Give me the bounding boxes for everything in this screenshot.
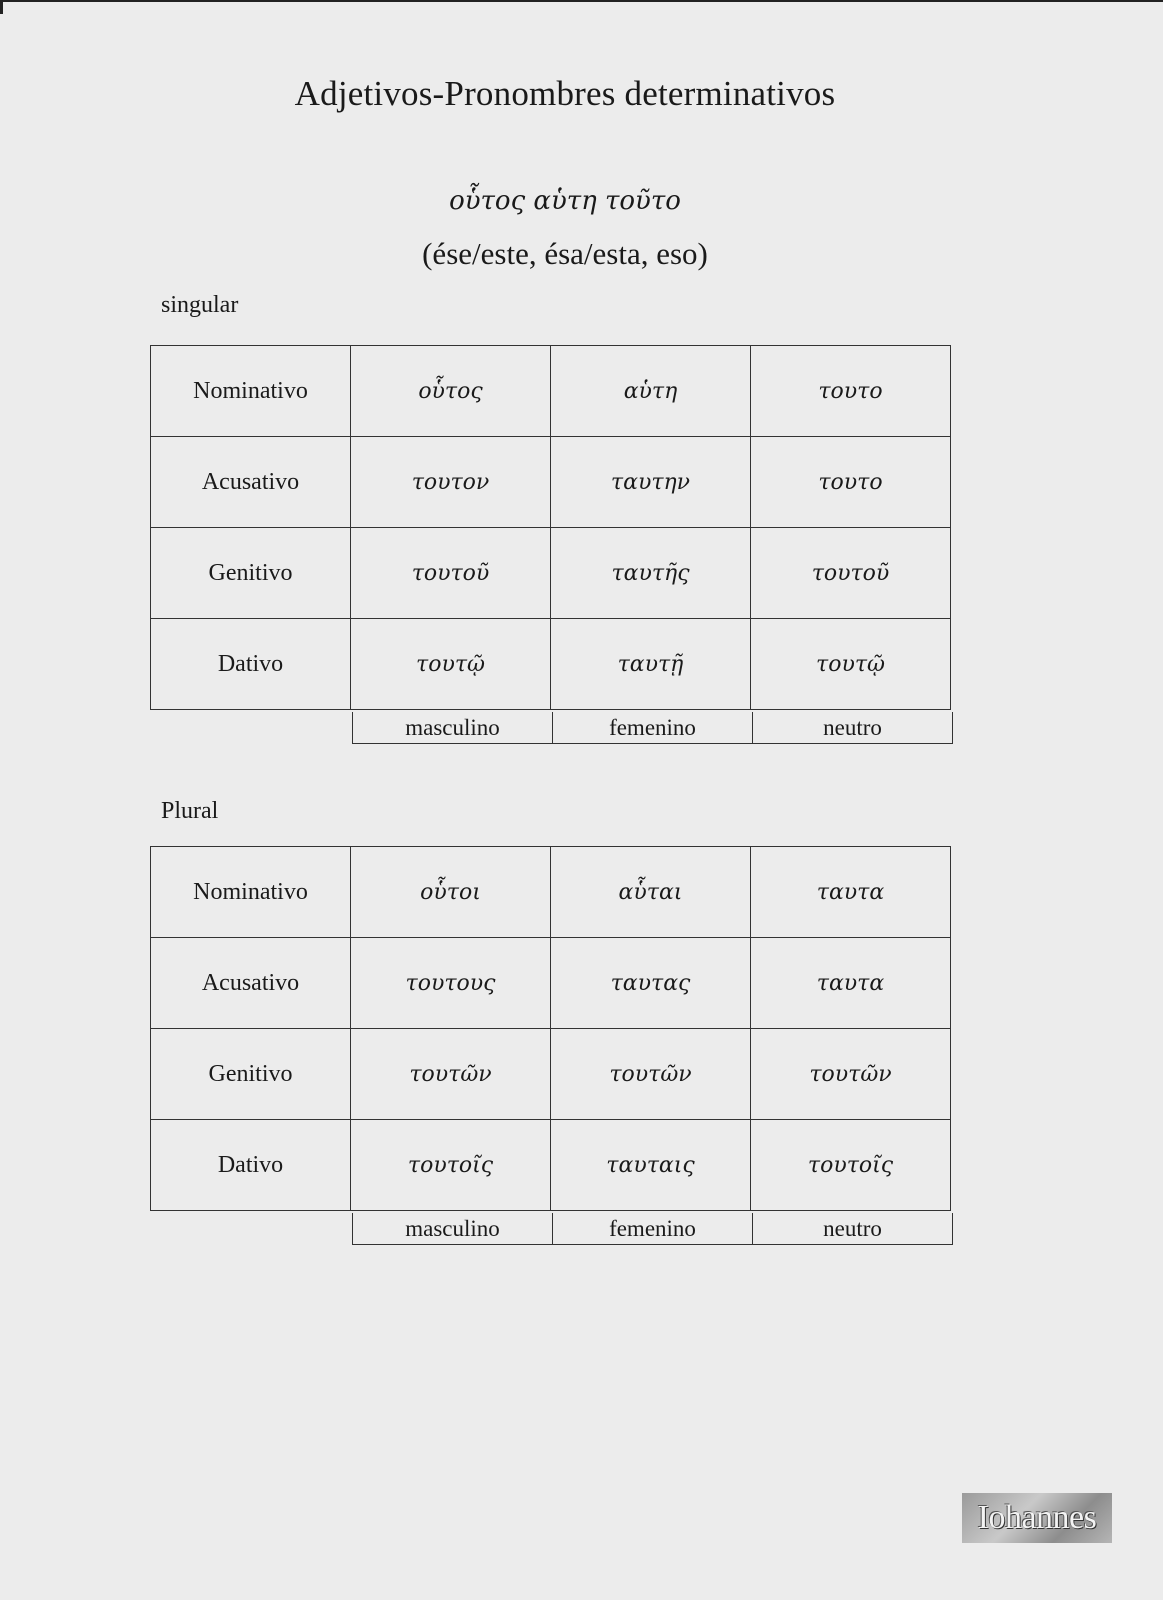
masculine-form: τουτῶν <box>351 1029 551 1120</box>
masculine-form: τουτους <box>351 938 551 1029</box>
feminine-form: αὗται <box>551 847 751 938</box>
neuter-form: τουτοῦ <box>751 528 951 619</box>
subtitle: (ése/este, ésa/esta, eso) <box>422 236 708 271</box>
plural-gender-row <box>352 1213 953 1245</box>
neuter-form: τουτο <box>751 437 951 528</box>
table-row <box>151 437 951 528</box>
masculine-form: τουτοῦ <box>351 528 551 619</box>
gender-label-feminine: femenino <box>553 712 753 744</box>
masculine-form: τουτῷ <box>351 619 551 710</box>
neuter-form: τουτοῖς <box>751 1120 951 1211</box>
gender-label-neuter: neutro <box>753 1213 953 1245</box>
feminine-form: ταυτην <box>551 437 751 528</box>
neuter-form: τουτῷ <box>751 619 951 710</box>
gender-label-masculine: masculino <box>353 1213 553 1245</box>
gender-label-masculine: masculino <box>353 712 553 744</box>
neuter-form: τουτο <box>751 346 951 437</box>
scan-edge-left <box>0 0 3 14</box>
singular-label: singular <box>161 292 239 318</box>
feminine-form: ταυτῇ <box>551 619 751 710</box>
table-row <box>151 528 951 619</box>
table-row <box>151 346 951 437</box>
neuter-form: τουτῶν <box>751 1029 951 1120</box>
gender-label-neuter: neutro <box>753 712 953 744</box>
singular-table <box>150 345 951 710</box>
feminine-form: ταυτῆς <box>551 528 751 619</box>
neuter-form: ταυτα <box>751 938 951 1029</box>
plural-table <box>150 846 951 1211</box>
masculine-form: τουτον <box>351 437 551 528</box>
page-title: Adjetivos-Pronombres determinativos <box>294 74 836 113</box>
scan-edge-top <box>0 0 1163 2</box>
table-row <box>151 1120 951 1211</box>
neuter-form: ταυτα <box>751 847 951 938</box>
case-cell: Nominativo <box>151 346 351 437</box>
feminine-form: τουτῶν <box>551 1029 751 1120</box>
feminine-form: ταυτας <box>551 938 751 1029</box>
case-cell: Acusativo <box>151 437 351 528</box>
masculine-form: οὗτοι <box>351 847 551 938</box>
table-row <box>151 1029 951 1120</box>
plural-label: Plural <box>161 798 219 824</box>
singular-gender-row <box>352 712 953 744</box>
case-cell: Genitivo <box>151 528 351 619</box>
greek-heading: οὗτος αὑτη τοῦτο <box>449 186 681 216</box>
author-watermark: Iohannes <box>962 1493 1112 1543</box>
table-row <box>151 938 951 1029</box>
masculine-form: οὗτος <box>351 346 551 437</box>
case-cell: Nominativo <box>151 847 351 938</box>
table-row <box>151 619 951 710</box>
case-cell: Genitivo <box>151 1029 351 1120</box>
gender-label-feminine: femenino <box>553 1213 753 1245</box>
masculine-form: τουτοῖς <box>351 1120 551 1211</box>
case-cell: Dativo <box>151 1120 351 1211</box>
feminine-form: ταυταις <box>551 1120 751 1211</box>
case-cell: Dativo <box>151 619 351 710</box>
case-cell: Acusativo <box>151 938 351 1029</box>
table-row <box>151 847 951 938</box>
feminine-form: αὑτη <box>551 346 751 437</box>
